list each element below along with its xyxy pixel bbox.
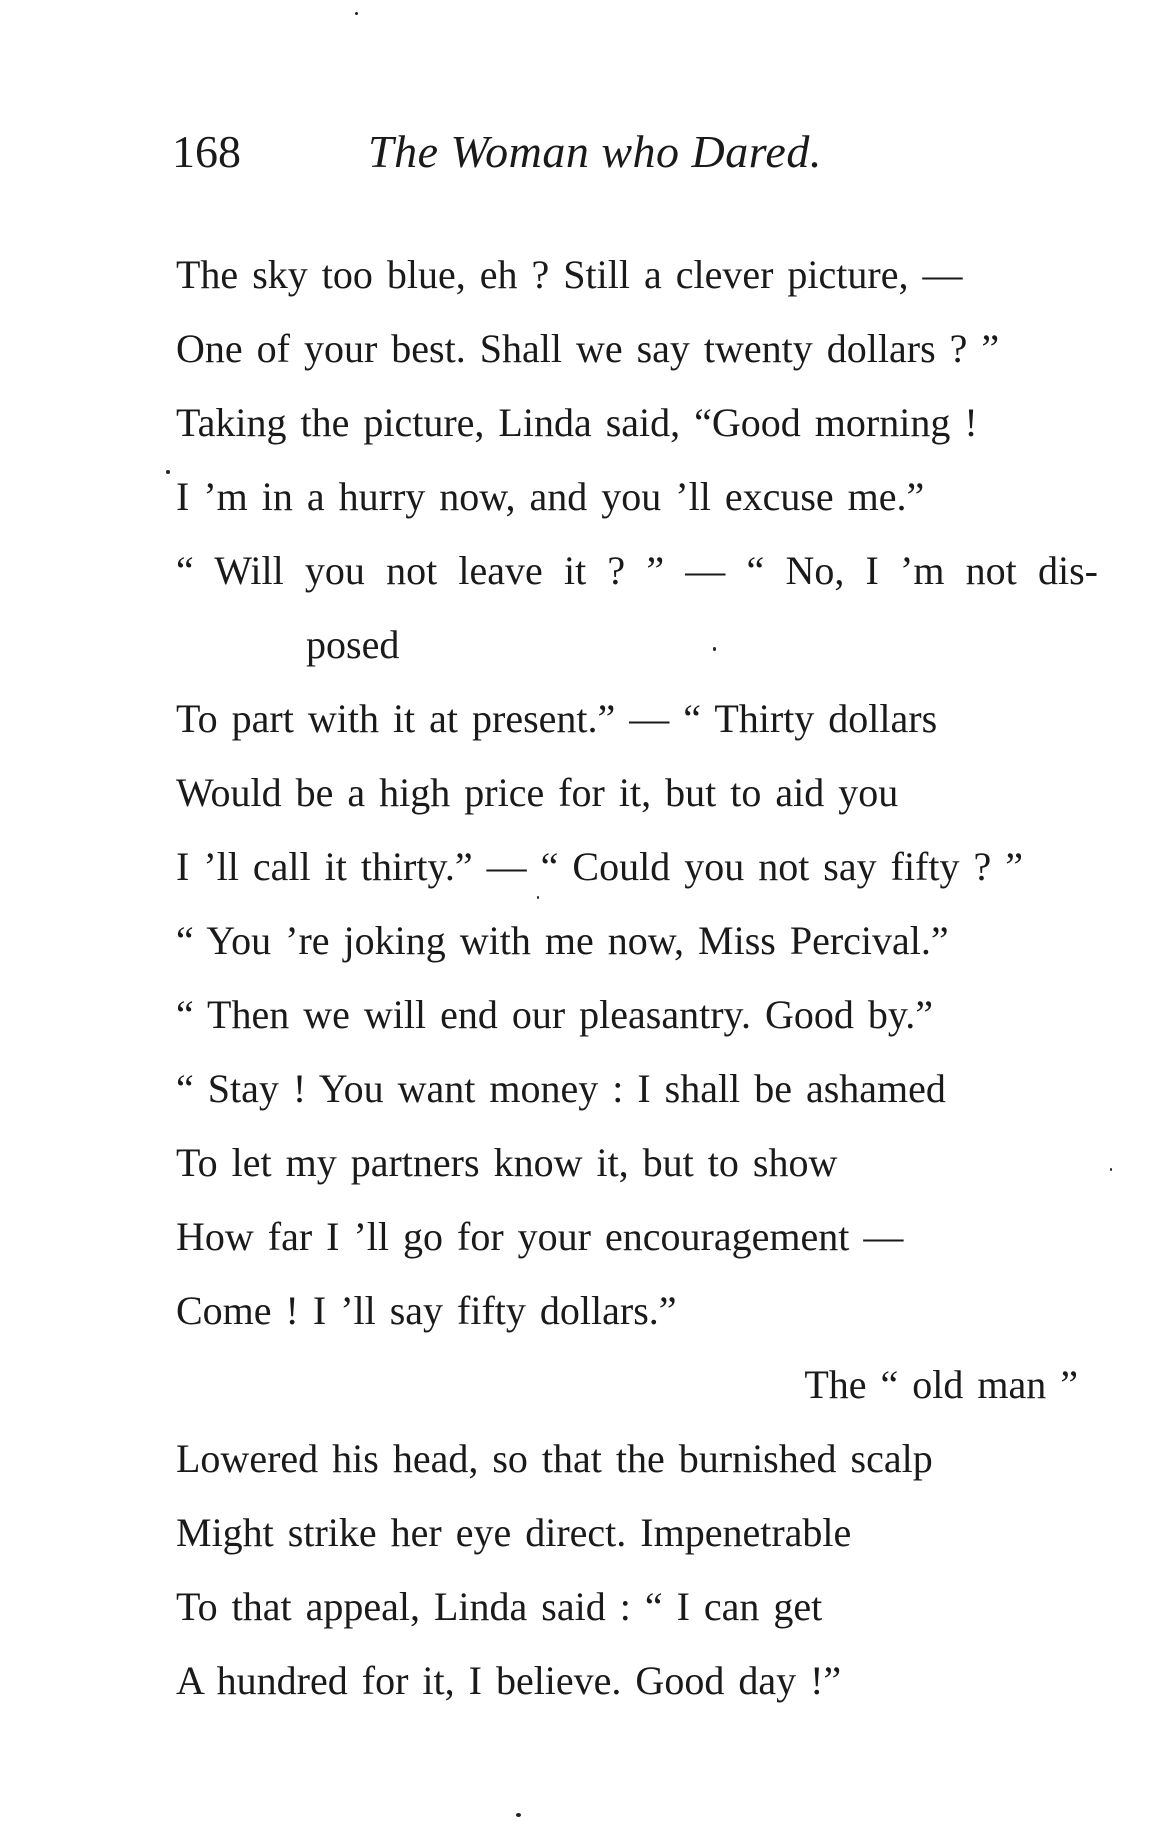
- text-line: Lowered his head, so that the burnished scalp: [176, 1436, 933, 1481]
- text-line: The sky too blue, eh ? Still a clever picture, —: [176, 252, 963, 297]
- scan-speck: [1110, 1168, 1112, 1171]
- text-line-continuation: posed: [306, 622, 400, 667]
- text-line: “ Will you not leave it ? ” — “ No, I ’m not dis-: [176, 548, 1098, 593]
- text-line-right: The “ old man ”: [804, 1362, 1078, 1407]
- text-line: Taking the picture, Linda said, “Good morning !: [176, 400, 978, 445]
- text-line: To that appeal, Linda said : “ I can get: [176, 1584, 823, 1629]
- scan-speck: [355, 12, 358, 15]
- running-head: [172, 122, 1092, 182]
- scan-speck: [537, 896, 539, 899]
- text-line: “ Then we will end our pleasantry. Good by.”: [176, 992, 933, 1037]
- text-line: One of your best. Shall we say twenty dollars ? ”: [176, 326, 1000, 371]
- text-line: “ Stay ! You want money : I shall be ashamed: [176, 1066, 946, 1111]
- text-line: A hundred for it, I believe. Good day !”: [176, 1658, 842, 1703]
- text-line: To let my partners know it, but to show: [176, 1140, 838, 1185]
- text-line: I ’ll call it thirty.” — “ Could you not say fifty ? ”: [176, 844, 1023, 889]
- text-line: I ’m in a hurry now, and you ’ll excuse me.”: [176, 474, 925, 519]
- scan-speck: [713, 647, 716, 651]
- poem-text: [176, 238, 1106, 1718]
- running-title: The Woman who Dared.: [368, 126, 822, 177]
- text-line: “ You ’re joking with me now, Miss Percival.”: [176, 918, 949, 963]
- text-line: To part with it at present.” — “ Thirty dollars: [176, 696, 938, 741]
- text-line: Might strike her eye direct. Impenetrable: [176, 1510, 852, 1555]
- page-number: 168: [172, 126, 241, 177]
- text-line: How far I ’ll go for your encouragement —: [176, 1214, 904, 1259]
- scan-speck: [516, 1813, 521, 1817]
- text-line: Come ! I ’ll say fifty dollars.”: [176, 1288, 677, 1333]
- text-line: Would be a high price for it, but to aid you: [176, 770, 899, 815]
- scan-speck: [166, 470, 170, 474]
